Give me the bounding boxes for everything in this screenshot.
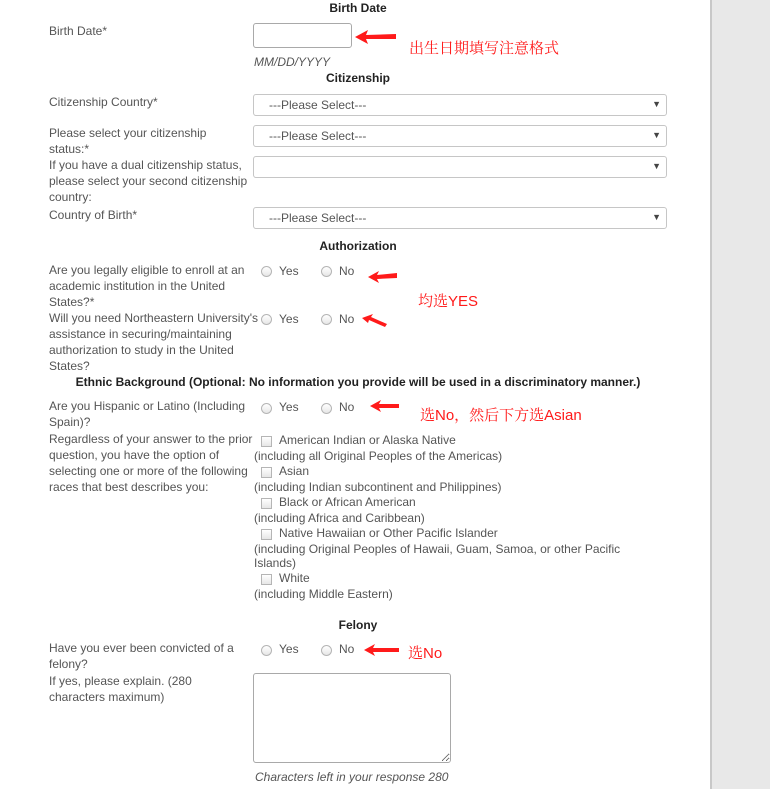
citizenship-status-label: Please select your citizenship status:* — [49, 126, 207, 156]
assistance-no-label: No — [339, 312, 355, 326]
races-question-label: Regardless of your answer to the prior question, you have the option of selecting one or more of the following races that best describes you: — [49, 432, 253, 494]
race-white-checkbox[interactable] — [261, 574, 272, 585]
race-asian-note: (including Indian subcontinent and Philippines) — [254, 480, 502, 494]
dropdown-arrow-icon: ▼ — [652, 99, 661, 109]
country-of-birth-select[interactable] — [253, 207, 667, 229]
birth-date-label: Birth Date* — [49, 24, 108, 38]
birth-date-input[interactable] — [253, 23, 352, 48]
hispanic-question-label: Are you Hispanic or Latino (Including Spain)? — [49, 399, 246, 429]
race-white-label: White — [279, 571, 310, 585]
section-title-birth-date: Birth Date — [329, 1, 387, 15]
race-black-label: Black or African American — [279, 495, 416, 509]
assistance-no-radio[interactable] — [321, 314, 332, 325]
annotation-authorization: 均选YES — [418, 293, 479, 310]
eligible-no-radio[interactable] — [321, 266, 332, 277]
dropdown-arrow-icon: ▼ — [652, 212, 661, 222]
felony-yes-radio[interactable] — [261, 645, 272, 656]
assistance-question-label: Will you need Northeastern University's assistance in securing/maintaining authorization to study in the United States? — [49, 311, 259, 373]
race-pacific-islander-label: Native Hawaiian or Other Pacific Islander — [279, 526, 498, 540]
annotation-arrow-hispanic — [370, 399, 400, 413]
race-american-indian-checkbox[interactable] — [261, 436, 272, 447]
dropdown-arrow-icon: ▼ — [652, 130, 661, 140]
citizenship-country-select[interactable] — [253, 94, 667, 116]
eligible-yes-label: Yes — [279, 264, 299, 278]
section-title-authorization: Authorization — [319, 239, 397, 253]
assistance-yes-radio[interactable] — [261, 314, 272, 325]
felony-no-radio[interactable] — [321, 645, 332, 656]
annotation-arrow-eligible — [368, 270, 398, 284]
annotation-felony: 选No — [408, 645, 443, 662]
eligible-yes-radio[interactable] — [261, 266, 272, 277]
section-title-citizenship: Citizenship — [325, 71, 390, 85]
race-black-note: (including Africa and Caribbean) — [254, 511, 425, 525]
annotation-birth-date: 出生日期填写注意格式 — [409, 40, 560, 57]
hispanic-no-radio[interactable] — [321, 403, 332, 414]
eligible-question-label: Are you legally eligible to enroll at an academic institution in the United States?* — [49, 263, 245, 309]
annotation-arrow-birth — [355, 29, 397, 45]
assistance-yes-label: Yes — [279, 312, 299, 326]
race-asian-checkbox[interactable] — [261, 467, 272, 478]
section-title-felony: Felony — [338, 618, 378, 632]
annotation-arrow-assistance — [362, 313, 388, 327]
dual-citizenship-select[interactable] — [253, 156, 667, 178]
birth-date-format-hint: MM/DD/YYYY — [254, 55, 331, 69]
characters-left-counter: Characters left in your response 280 — [255, 770, 449, 784]
citizenship-country-value: ---Please Select--- — [269, 98, 367, 112]
annotation-hispanic: 选No，然后下方选Asian — [420, 407, 582, 424]
annotation-arrow-felony — [364, 643, 400, 657]
eligible-no-label: No — [339, 264, 355, 278]
hispanic-no-label: No — [339, 400, 355, 414]
race-asian-label: Asian — [279, 464, 310, 478]
race-american-indian-label: American Indian or Alaska Native — [279, 433, 456, 447]
hispanic-yes-radio[interactable] — [261, 403, 272, 414]
dual-citizenship-label: If you have a dual citizenship status, please select your second citizenship country: — [49, 158, 248, 204]
felony-no-label: No — [339, 642, 355, 656]
felony-yes-label: Yes — [279, 642, 299, 656]
country-of-birth-value: ---Please Select--- — [269, 211, 367, 225]
race-pacific-islander-checkbox[interactable] — [261, 529, 272, 540]
race-american-indian-note: (including all Original Peoples of the Americas) — [254, 449, 503, 463]
section-title-ethnic-background: Ethnic Background (Optional: No information you provide will be used in a discriminatory manner.) — [75, 375, 641, 389]
country-of-birth-label: Country of Birth* — [49, 208, 138, 222]
felony-question-label: Have you ever been convicted of a felony? — [49, 641, 234, 671]
hispanic-yes-label: Yes — [279, 400, 299, 414]
race-black-checkbox[interactable] — [261, 498, 272, 509]
citizenship-status-select[interactable] — [253, 125, 667, 147]
dropdown-arrow-icon: ▼ — [652, 161, 661, 171]
citizenship-country-label: Citizenship Country* — [49, 95, 158, 109]
felony-explain-label: If yes, please explain. (280 characters maximum) — [49, 674, 192, 704]
race-white-note: (including Middle Eastern) — [254, 587, 393, 601]
citizenship-status-value: ---Please Select--- — [269, 129, 367, 143]
race-pacific-islander-note: (including Original Peoples of Hawaii, Guam, Samoa, or other Pacific Islands) — [254, 542, 621, 570]
felony-explain-textarea[interactable] — [253, 673, 451, 763]
page-scroll-gutter — [710, 0, 770, 789]
